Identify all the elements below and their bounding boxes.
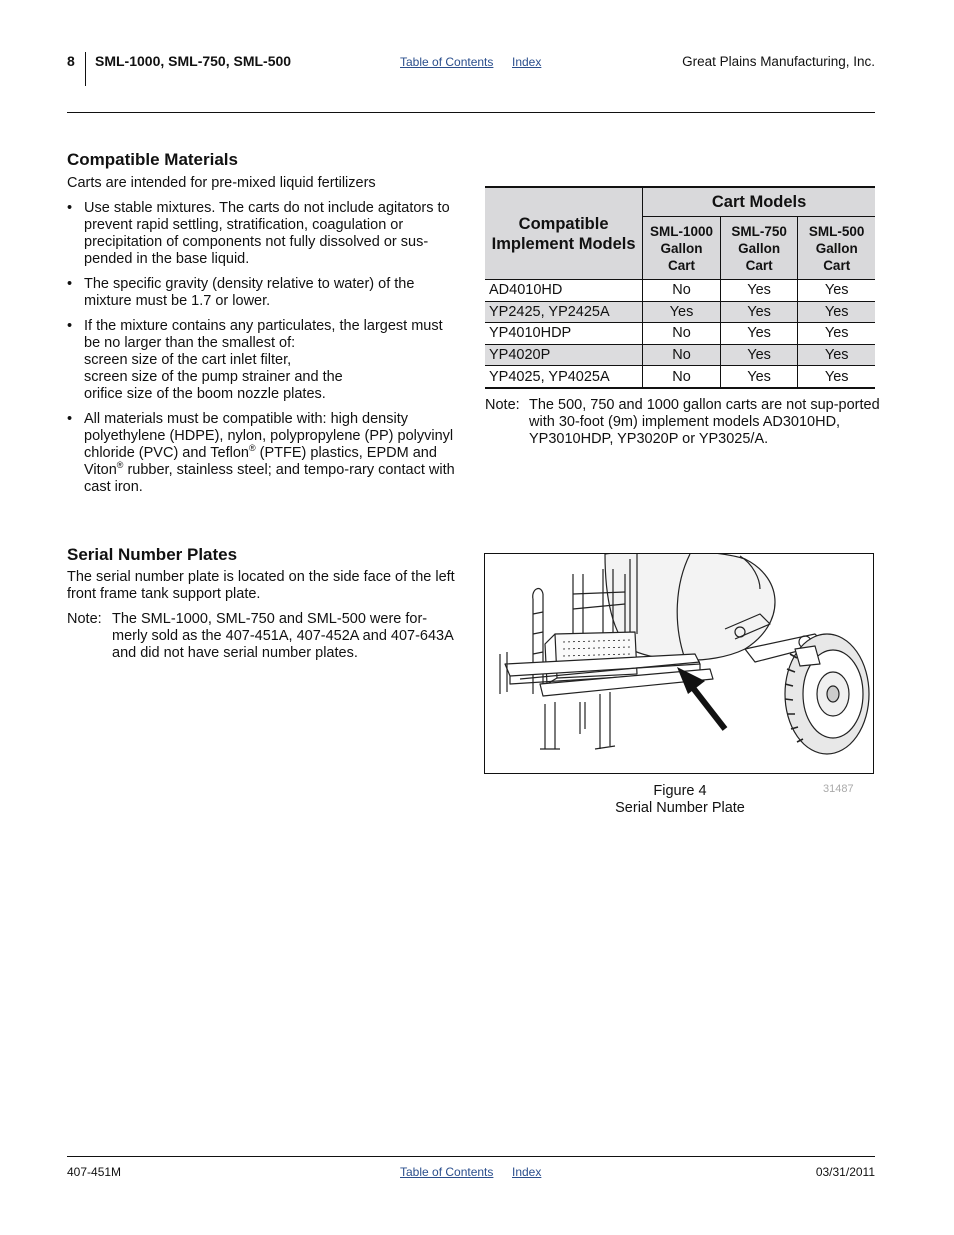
document-title: SML-1000, SML-750, SML-500 [95,53,292,69]
cart-models-header: Cart Models [643,187,875,217]
bullet-text: (PTFE) plastics, EPDM and Viton [84,445,437,478]
column-header-sml-500: SML-500 Gallon Cart [798,217,875,280]
footer-date: 03/31/2011 [815,1165,875,1179]
cell-value: Yes [720,344,798,366]
cart-illustration [485,554,873,773]
bullet-dot: • [67,411,73,427]
bullet-item [67,318,462,403]
cell-value: Yes [798,323,875,345]
table-row [485,344,875,366]
figure-serial-number-plate [484,553,874,774]
document-number: 407-451M [67,1165,122,1179]
bullet-dot: • [67,318,73,334]
bullet-item [67,200,462,268]
bullet-subline: screen size of the cart inlet filter, [84,352,292,368]
cell-value: Yes [798,344,875,366]
footer-toc-link[interactable]: Table of Contents [400,1165,494,1179]
bullet-item [67,411,462,496]
compatibility-table [485,186,875,389]
footer-rule [67,1156,875,1157]
materials-bullet-list [67,200,462,504]
bullet-text: All materials must be compatible with: high density polyethylene (HDPE), nylon, polypropylene (PP) polyvinyl chloride (PVC) and Teflon [84,411,454,461]
table-row [485,323,875,345]
registered-mark: ® [116,460,124,471]
cell-implement: YP4025, YP4025A [485,366,643,388]
note-label: Note: [67,611,102,627]
figure-title: Serial Number Plate [615,800,745,816]
implement-models-header: Compatible Implement Models [485,187,643,280]
section-title-compatible-materials: Compatible Materials [67,150,238,169]
bullet-dot: • [67,200,73,216]
section-title-serial-number-plates: Serial Number Plates [67,545,238,564]
cell-value: Yes [798,301,875,323]
cell-implement: YP2425, YP2425A [485,301,643,323]
bullet-subline: screen size of the pump strainer and the [84,369,343,385]
serial-note [67,611,457,662]
bullet-text: Use stable mixtures. The carts do not include agitators to prevent rapid settling, stratification, coagulation or precipitation of components not fully dissolved or sus-pended in the base liquid. [84,200,450,267]
cell-value: Yes [720,323,798,345]
header-rule [67,112,875,113]
bullet-text: The specific gravity (density relative to water) of the mixture must be 1.7 or lower. [84,276,415,309]
bullet-subline: orifice size of the boom nozzle plates. [84,386,326,402]
cell-value: Yes [720,301,798,323]
cell-implement: AD4010HD [485,280,643,302]
materials-intro: Carts are intended for pre-mixed liquid fertilizers [67,175,376,191]
cell-value: Yes [643,301,721,323]
column-header-sml-750: SML-750 Gallon Cart [720,217,798,280]
bullet-text: If the mixture contains any particulates, the largest must be no larger than the smallest of: [84,318,443,351]
cell-value: No [643,280,721,302]
bullet-item [67,276,462,310]
cell-value: Yes [720,366,798,388]
column-header-sml-1000: SML-1000 Gallon Cart [643,217,721,280]
footer-index-link[interactable]: Index [512,1165,542,1179]
page-number: 8 [67,53,75,69]
table-note [485,397,880,448]
table-row [485,366,875,388]
note-label: Note: [485,397,520,413]
bullet-text: rubber, stainless steel; and tempo-rary contact with cast iron. [84,462,455,495]
figure-label: Figure 4 [653,783,707,799]
cell-value: No [643,366,721,388]
bullet-dot: • [67,276,73,292]
table-row [485,301,875,323]
figure-image-id: 31487 [823,783,854,795]
note-text: The SML-1000, SML-750 and SML-500 were for-merly sold as the 407-451A, 407-452A and 407-643A and did not have serial number plates. [112,611,453,661]
header-divider [85,52,86,86]
note-text: The 500, 750 and 1000 gallon carts are not sup-ported with 30-foot (9m) implement models AD3010HD, YP3010HDP, YP3020P or YP3025/A. [529,397,880,447]
cell-implement: YP4020P [485,344,643,366]
table-row [485,280,875,302]
cell-value: No [643,344,721,366]
cell-value: Yes [798,366,875,388]
cell-value: Yes [720,280,798,302]
cell-value: No [643,323,721,345]
serial-plate-text: The serial number plate is located on the side face of the left front frame tank support plate. [67,569,455,602]
header-toc-link[interactable]: Table of Contents [400,55,494,69]
header-index-link[interactable]: Index [512,55,542,69]
company-name: Great Plains Manufacturing, Inc. [682,54,875,69]
cell-implement: YP4010HDP [485,323,643,345]
registered-mark: ® [248,443,256,454]
cell-value: Yes [798,280,875,302]
figure-caption [560,783,800,817]
